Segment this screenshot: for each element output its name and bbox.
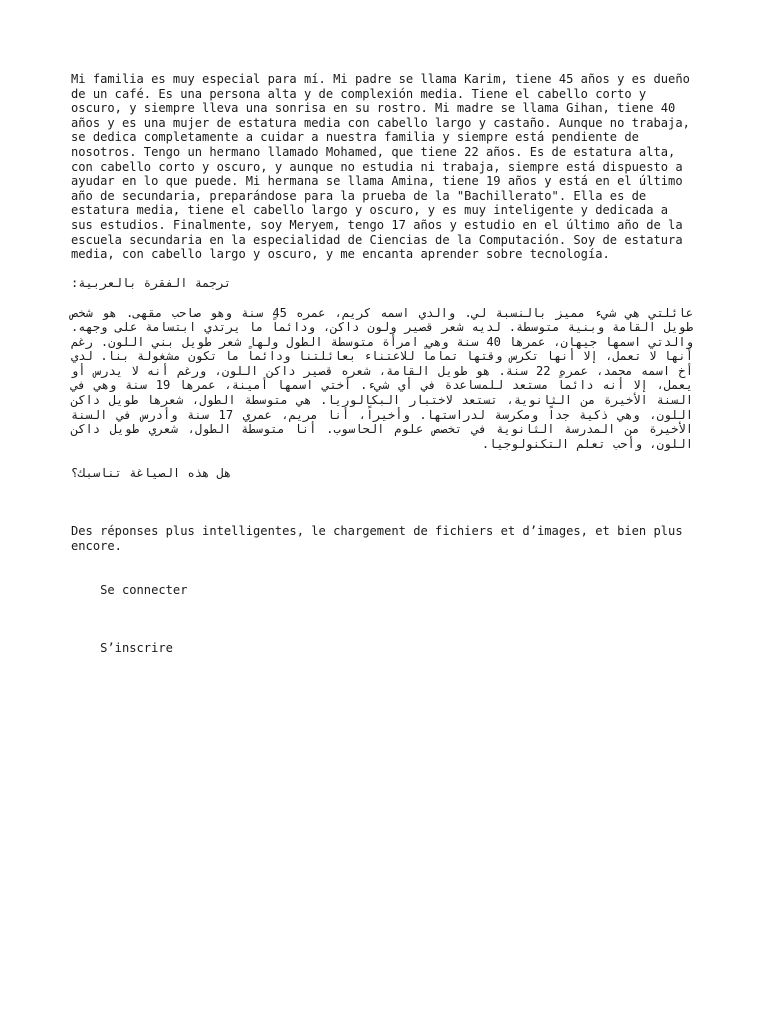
login-line: [71, 568, 697, 612]
closing-question: هل هذه الصياغة تناسبك؟: [71, 466, 232, 481]
signup-line: [71, 627, 697, 671]
spanish-paragraph: Mi familia es muy especial para mí. Mi padre se llama Karim, tiene 45 años y es dueño de un café. Es una persona alta y de complexión media. Tiene el cabello corto y oscuro, y siempre lleva una sonrisa en su rostro. Mi madre se llama Gihan, tiene 40 años y es una mujer de estatura media con cabello largo y castaño. Aunque no trabaja, se dedica completamente a cuidar a nuestra familia y siempre está pendiente de nosotros. Tengo un hermano llamado Mohamed, que tiene 22 años. Es de estatura alta, con cabello corto y oscuro, y aunque no estudia ni trabaja, siempre está dispuesto a ayudar en lo que puede. Mi hermana se llama Amina, tiene 19 años y está en el último año de secundaria, preparándose para la prueba de la "Bachillerato". Ella es de estatura media, tiene el cabello largo y oscuro, y es muy inteligente y dedicada a sus estudios. Finalmente, soy Meryem, tengo 17 años y estudio en el último año de la escuela secundaria en la especialidad de Ciencias de la Computación. Soy de estatura media, con cabello largo y oscuro, y me encanta aprender sobre tecnología.: [71, 72, 698, 262]
document-body: [63, 72, 698, 685]
arabic-paragraph: عائلتي هي شيء مميز بالنسبة لي. والدي اسمه كريم، عمره 45 سنة وهو صاحب مقهى. هو شخص طويل القامة وبنية متوسطة. لديه شعر قصير ولون داكن، ودائماً ما يرتدي ابتسامة على وجهه. والدتي اسمها جيهان، عمرها 40 سنة وهي امرأة متوسطة الطول ولها شعر طويل بني اللون. رغم أنها لا تعمل، إلا أنها تكرس وقتها تماماً للاعتناء بعائلتنا ودائماً ما تكون مشغولة بنا. لدي أخ اسمه محمد، عمره 22 سنة. هو طويل القامة، شعره قصير داكن اللون، ورغم أنه لا يدرس أو يعمل، إلا أنه دائماً مستعد للمساعدة في أي شيء. أختي اسمها أمينة، عمرها 19 سنة وهي في السنة الأخيرة من الثانوية، تستعد لاختبار البكالوريا. هي متوسطة الطول، شعرها طويل داكن اللون، وهي ذكية جداً ومكرسة لدراستها. وأخيراً، أنا مريم، عمري 17 سنة وأدرس في السنة الأخيرة من المدرسة الثانوية في تخصص علوم الحاسوب. أنا متوسطة الطول، شعري طويل داكن اللون، وأحب تعلم التكنولوجيا.: [63, 305, 693, 451]
promo-text: Des réponses plus intelligentes, le chargement de fichiers et d’images, et bien plus encore.: [71, 524, 690, 554]
section-spacer: [71, 481, 697, 525]
translation-label: ترجمة الفقرة بالعربية:: [71, 276, 232, 291]
signup-link[interactable]: S’inscrire: [100, 641, 173, 656]
login-link[interactable]: Se connecter: [100, 582, 188, 597]
